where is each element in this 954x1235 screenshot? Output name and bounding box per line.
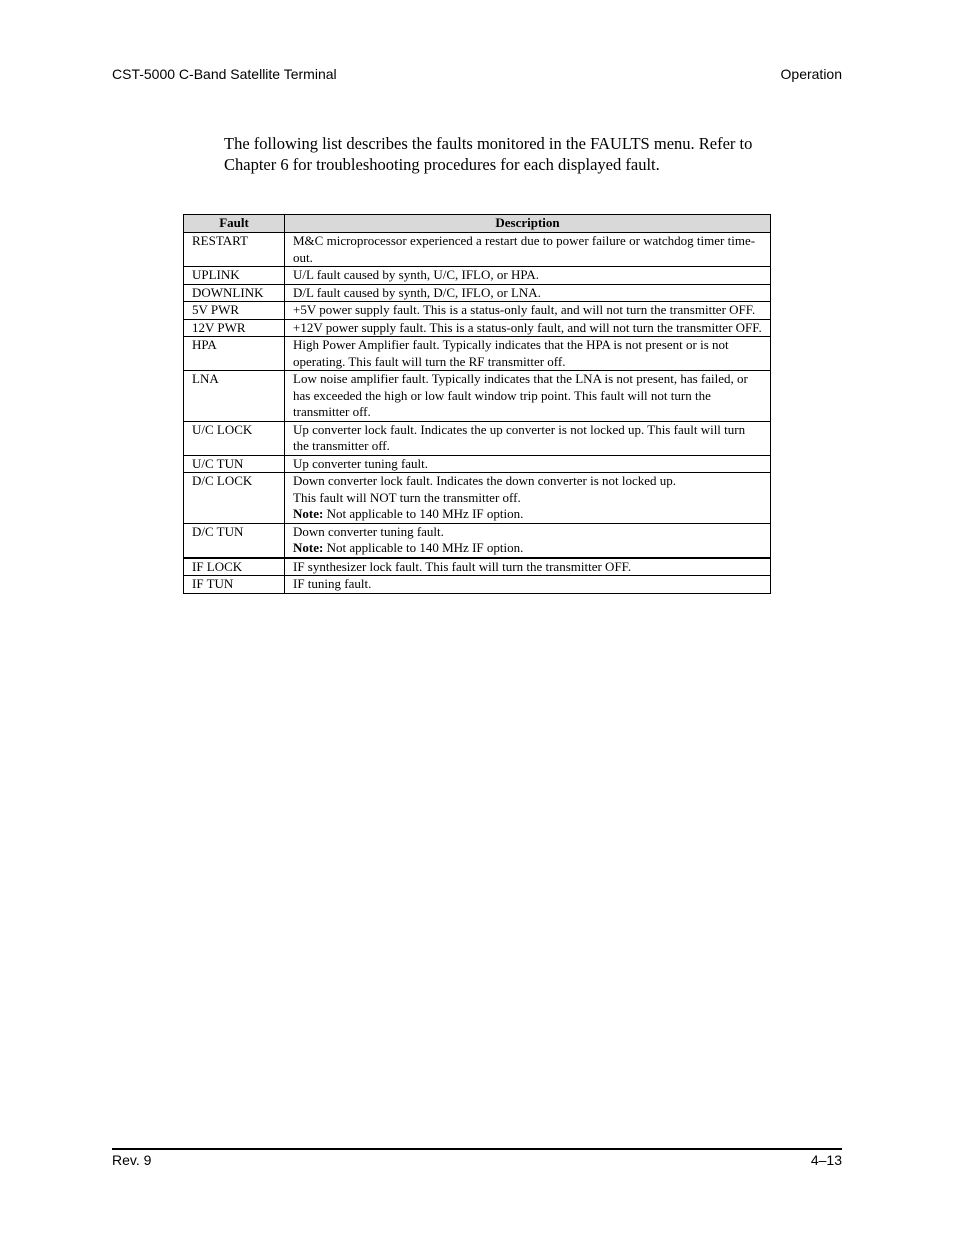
fault-description-cell [285, 284, 771, 302]
fault-name-cell: 12V PWR [184, 319, 285, 337]
header-title: CST-5000 C-Band Satellite Terminal [112, 66, 337, 82]
fault-name-cell: 5V PWR [184, 302, 285, 320]
table-row [184, 421, 771, 455]
table-row [184, 371, 771, 422]
table-row [184, 267, 771, 285]
description-line: +5V power supply fault. This is a status-only fault, and will not turn the transmitter OFF. [293, 302, 756, 317]
fault-name-cell: UPLINK [184, 267, 285, 285]
table-row [184, 319, 771, 337]
fault-description-cell [285, 233, 771, 267]
fault-description-cell [285, 267, 771, 285]
description-line: This fault will NOT turn the transmitter off. [293, 489, 521, 505]
fault-description-cell [285, 337, 771, 371]
header-section: Operation [780, 66, 842, 82]
intro-paragraph: The following list describes the faults monitored in the FAULTS menu. Refer to Chapter 6 for troubleshooting procedures for each displayed fault. [224, 134, 753, 174]
fault-description-cell [285, 576, 771, 594]
description-line: High Power Amplifier fault. Typically indicates that the HPA is not present or is not operating. This fault will turn the RF transmitter off. [293, 337, 729, 369]
table-row [184, 473, 771, 524]
description-line: Down converter lock fault. Indicates the down converter is not locked up. [293, 473, 677, 488]
fault-name-cell: D/C TUN [184, 523, 285, 558]
description-line: IF synthesizer lock fault. This fault will turn the transmitter OFF. [293, 558, 632, 574]
fault-description-cell [285, 523, 771, 558]
fault-description-cell [285, 319, 771, 337]
table-row [184, 576, 771, 594]
fault-description-cell [285, 421, 771, 455]
page-header [112, 66, 842, 82]
fault-description-cell [285, 473, 771, 524]
fault-name-cell: IF LOCK [184, 558, 285, 576]
fault-name-cell: DOWNLINK [184, 284, 285, 302]
fault-name-cell: D/C LOCK [184, 473, 285, 524]
description-note [293, 540, 762, 557]
fault-name-cell: LNA [184, 371, 285, 422]
page-footer [112, 1152, 842, 1168]
table-row [184, 284, 771, 302]
fault-description-cell [285, 558, 771, 576]
table-row [184, 558, 771, 576]
footer-page-number: 4–13 [810, 1152, 842, 1168]
description-line: IF tuning fault. [293, 576, 372, 591]
note-label: Note: [293, 540, 324, 555]
fault-name-cell: HPA [184, 337, 285, 371]
table-row [184, 302, 771, 320]
note-label: Note: [293, 506, 324, 521]
description-line: +12V power supply fault. This is a status-only fault, and will not turn the transmitter OFF. [293, 319, 762, 335]
description-line: M&C microprocessor experienced a restart due to power failure or watchdog timer time-out. [293, 233, 756, 265]
note-text: Not applicable to 140 MHz IF option. [323, 506, 524, 521]
table-row [184, 233, 771, 267]
description-line: D/L fault caused by synth, D/C, IFLO, or LNA. [293, 284, 541, 300]
table-row [184, 455, 771, 473]
column-header-fault: Fault [184, 215, 285, 233]
fault-name-cell: RESTART [184, 233, 285, 267]
footer-rule [112, 1148, 842, 1150]
note-text: Not applicable to 140 MHz IF option. [323, 540, 524, 555]
fault-name-cell: IF TUN [184, 576, 285, 594]
table-row [184, 523, 771, 558]
table-row [184, 337, 771, 371]
description-note [293, 506, 762, 523]
faults-table [183, 214, 771, 594]
footer-revision: Rev. 9 [112, 1152, 152, 1168]
fault-description-cell [285, 455, 771, 473]
table-header-row [184, 215, 771, 233]
fault-name-cell: U/C LOCK [184, 421, 285, 455]
description-line: Low noise amplifier fault. Typically indicates that the LNA is not present, has failed, or has exceeded the high or low fault window trip point. This fault will not turn the transmitter off. [293, 371, 748, 419]
description-line: Up converter lock fault. Indicates the up converter is not locked up. This fault will turn the transmitter off. [293, 421, 746, 453]
fault-description-cell [285, 371, 771, 422]
description-line: U/L fault caused by synth, U/C, IFLO, or HPA. [293, 267, 540, 282]
description-line: Down converter tuning fault. [293, 523, 444, 539]
fault-name-cell: U/C TUN [184, 455, 285, 473]
description-line: Up converter tuning fault. [293, 455, 429, 471]
fault-description-cell [285, 302, 771, 320]
column-header-description: Description [285, 215, 771, 233]
faults-table-body [184, 233, 771, 594]
